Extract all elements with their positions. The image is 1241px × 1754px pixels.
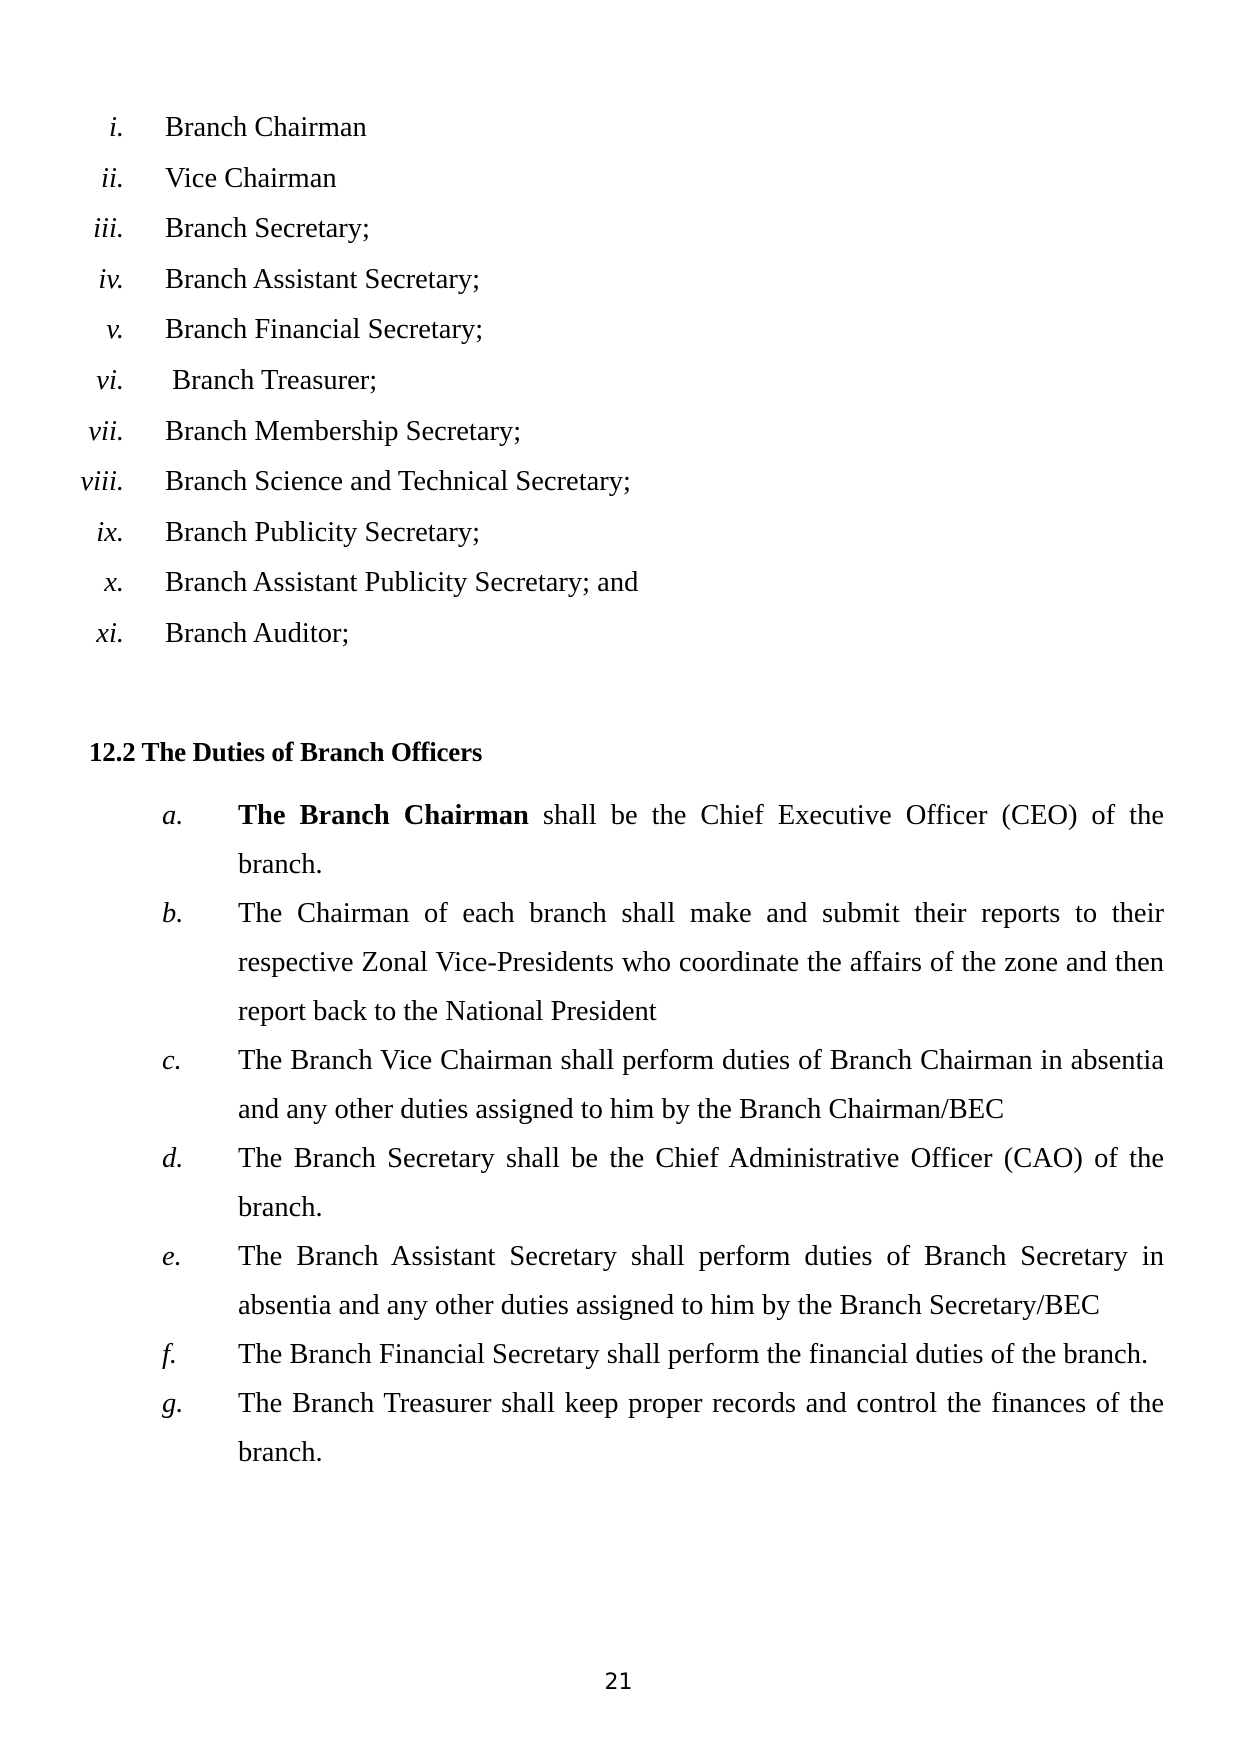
list-letter: e. xyxy=(162,1241,182,1272)
officer-list-item xyxy=(0,410,1241,461)
officer-title: Branch Chairman xyxy=(165,112,367,143)
duty-text: The Chairman of each branch shall make and submit their reports to their respective Zonal Vice-Presidents who coordinate the affairs of the zone and then report back to the National President xyxy=(238,898,1164,1027)
duties-list xyxy=(0,791,1241,1477)
officer-list-item xyxy=(0,258,1241,309)
list-letter: b. xyxy=(162,898,184,929)
section-heading: 12.2 The Duties of Branch Officers xyxy=(89,737,483,767)
duty-paragraph xyxy=(238,1232,1164,1330)
duty-paragraph xyxy=(238,1330,1164,1379)
list-numeral: ii. xyxy=(101,162,124,194)
duty-list-item xyxy=(0,1379,1241,1477)
officer-list-item xyxy=(0,106,1241,157)
officer-list-item xyxy=(0,561,1241,612)
list-numeral: ix. xyxy=(96,516,124,548)
list-numeral: iii. xyxy=(93,213,124,245)
officer-title: Branch Assistant Publicity Secretary; and xyxy=(165,567,639,599)
duty-paragraph xyxy=(238,1036,1164,1134)
duty-list-item xyxy=(0,1232,1241,1330)
officer-title: Vice Chairman xyxy=(165,162,337,194)
duty-list-item xyxy=(0,1330,1241,1379)
duty-list-item xyxy=(0,791,1241,889)
officer-title: Branch Secretary; xyxy=(165,213,370,245)
officer-list-item xyxy=(0,308,1241,359)
branch-officers-list xyxy=(0,106,1241,663)
duty-paragraph xyxy=(238,791,1164,889)
duty-text: The Branch Vice Chairman shall perform duties of Branch Chairman in absentia and any other duties assigned to him by the Branch Chairman/BEC xyxy=(238,1045,1164,1125)
list-numeral: v. xyxy=(106,314,124,346)
duty-text: The Branch Secretary shall be the Chief Administrative Officer (CAO) of the branch. xyxy=(238,1143,1164,1223)
list-numeral: vii. xyxy=(88,415,124,447)
list-letter: c. xyxy=(162,1045,182,1076)
duty-paragraph xyxy=(238,1134,1164,1232)
list-letter: f. xyxy=(162,1339,178,1370)
list-numeral: x. xyxy=(104,567,124,599)
list-numeral: xi. xyxy=(96,617,124,649)
duty-text: shall be the Chief Executive Officer (CEO) of the branch. xyxy=(238,800,1164,880)
list-letter: g. xyxy=(162,1388,184,1419)
officer-title: Branch Assistant Secretary; xyxy=(165,263,481,295)
duty-list-item xyxy=(0,889,1241,1036)
list-numeral: viii. xyxy=(80,466,124,498)
page-number xyxy=(0,1670,1241,1696)
officer-title: Branch Treasurer; xyxy=(165,364,378,396)
officer-list-item xyxy=(0,612,1241,663)
duty-list-item xyxy=(0,1134,1241,1232)
officer-title: Branch Science and Technical Secretary; xyxy=(165,466,631,498)
officer-list-item xyxy=(0,511,1241,562)
officer-list-item xyxy=(0,207,1241,258)
list-numeral: iv. xyxy=(98,263,124,295)
duty-bold-lead: The Branch Chairman xyxy=(238,800,529,831)
officer-title: Branch Auditor; xyxy=(165,617,350,649)
duty-paragraph xyxy=(238,889,1164,1036)
duty-paragraph xyxy=(238,1379,1164,1477)
duty-text: The Branch Assistant Secretary shall perform duties of Branch Secretary in absentia and any other duties assigned to him by the Branch Secretary/BEC xyxy=(238,1241,1164,1321)
page-number-text: 21 xyxy=(604,1670,633,1695)
officer-title: Branch Financial Secretary; xyxy=(165,314,484,346)
officer-title: Branch Publicity Secretary; xyxy=(165,516,480,548)
officer-list-item xyxy=(0,157,1241,208)
duty-text: The Branch Treasurer shall keep proper records and control the finances of the branch. xyxy=(238,1388,1164,1468)
list-letter: a. xyxy=(162,800,184,831)
list-numeral: vi. xyxy=(96,364,124,396)
duty-text: The Branch Financial Secretary shall perform the financial duties of the branch. xyxy=(238,1339,1149,1370)
list-letter: d. xyxy=(162,1143,184,1174)
officer-list-item xyxy=(0,359,1241,410)
list-numeral: i. xyxy=(108,112,124,143)
officer-list-item xyxy=(0,460,1241,511)
officer-title: Branch Membership Secretary; xyxy=(165,415,522,447)
duty-list-item xyxy=(0,1036,1241,1134)
